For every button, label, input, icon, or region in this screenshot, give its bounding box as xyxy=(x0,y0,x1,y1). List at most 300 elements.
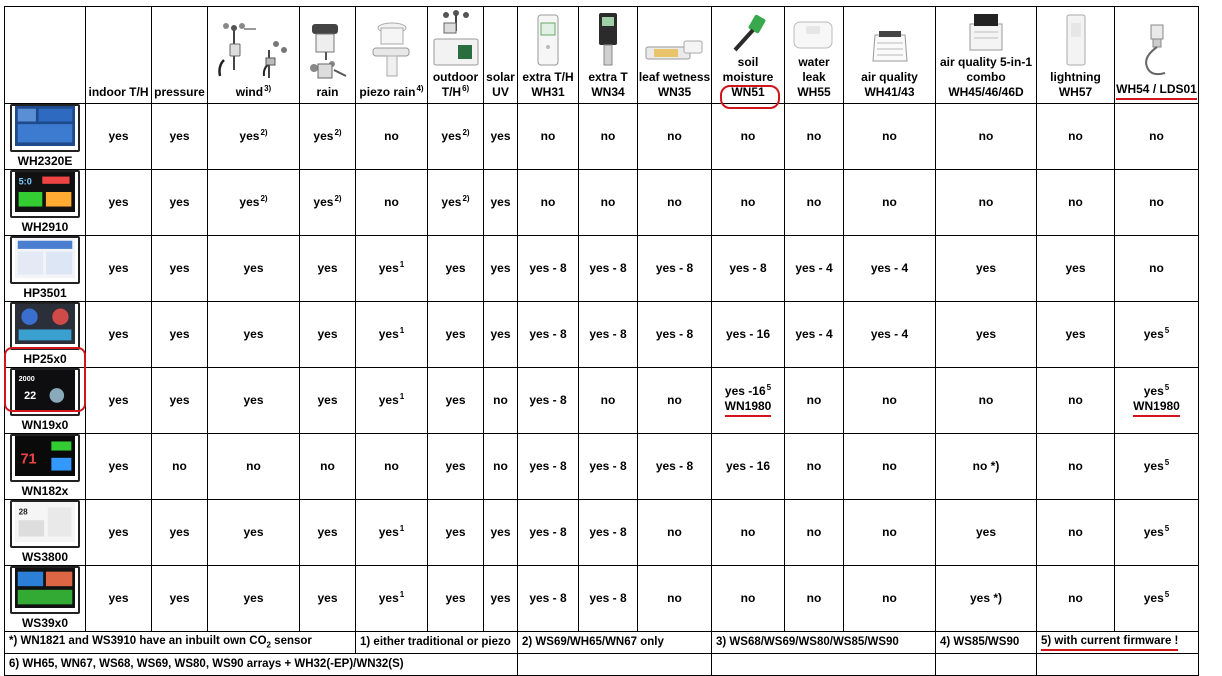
cell-value: yes xyxy=(108,459,129,473)
cell-value: yes xyxy=(239,195,260,209)
cell-value: no xyxy=(806,591,822,605)
cell-outdoor xyxy=(428,170,484,236)
cell-wh54 xyxy=(1115,236,1199,302)
cell-value: yes xyxy=(490,327,511,341)
cell-value: yes xyxy=(243,591,264,605)
cell-value: no xyxy=(667,525,682,539)
cell-wh54 xyxy=(1115,500,1199,566)
cell-solar xyxy=(484,104,518,170)
cell-value: yes xyxy=(1143,525,1164,539)
cell-wh55 xyxy=(785,368,844,434)
cell-value: no xyxy=(806,129,822,143)
cell-wind xyxy=(208,368,300,434)
cell-wn51 xyxy=(712,302,785,368)
cell-value: yes xyxy=(317,261,338,275)
col-header-wh31: extra T/H WH31 xyxy=(518,7,579,104)
table-row xyxy=(5,368,1199,434)
cell-value: no xyxy=(806,393,822,407)
cell-value: yes xyxy=(378,327,399,341)
svg-text:71: 71 xyxy=(20,451,37,468)
cell-value: yes xyxy=(445,591,466,605)
soil-note: WN1980 xyxy=(725,399,772,417)
cell-wh41 xyxy=(844,434,936,500)
cell-footnote: 1 xyxy=(399,524,405,533)
cell-value: no xyxy=(667,129,682,143)
cell-value: yes xyxy=(445,525,466,539)
cell-value: no xyxy=(540,195,556,209)
col-header-wn34: extra T WN34 xyxy=(579,7,638,104)
cell-wh57 xyxy=(1037,500,1115,566)
cell-value: no xyxy=(1068,591,1083,605)
cell-value: yes - 8 xyxy=(529,459,567,473)
cell-wh31 xyxy=(518,500,579,566)
cell-value: no xyxy=(667,195,682,209)
cell-footnote: 1 xyxy=(399,260,405,269)
cell-value: yes xyxy=(378,393,399,407)
cell-indoor xyxy=(86,434,152,500)
cell-value: no xyxy=(1149,195,1164,209)
cell-piezo xyxy=(356,566,428,632)
cell-value: yes xyxy=(243,261,264,275)
cell-value: yes xyxy=(313,129,334,143)
cell-footnote: 5 xyxy=(1164,326,1170,335)
cell-value: no xyxy=(493,459,508,473)
table-row xyxy=(5,500,1199,566)
cell-rain xyxy=(300,104,356,170)
cell-indoor xyxy=(86,368,152,434)
cell-value: yes xyxy=(169,591,190,605)
cell-pressure xyxy=(152,170,208,236)
cell-indoor xyxy=(86,104,152,170)
cell-value: no xyxy=(246,459,261,473)
cell-value: no xyxy=(600,129,616,143)
cell-piezo xyxy=(356,170,428,236)
cell-value: yes xyxy=(490,195,511,209)
cell-value: yes xyxy=(108,393,129,407)
device xyxy=(5,236,85,301)
col-header-wh55: water leak WH55 xyxy=(785,7,844,104)
cell-wh57 xyxy=(1037,170,1115,236)
device-image xyxy=(10,170,80,218)
soil-probe-icon xyxy=(727,12,769,52)
cell-value: no xyxy=(600,195,616,209)
cell-pressure xyxy=(152,236,208,302)
footnote-6: 6) WH65, WN67, WS68, WS69, WS80, WS90 arrays + WH32(-EP)/WN32(S) xyxy=(5,654,518,676)
svg-text:2000: 2000 xyxy=(18,373,35,383)
col-header-pressure: pressure xyxy=(152,7,208,104)
cell-value: yes xyxy=(975,261,997,275)
cell-value: yes xyxy=(169,525,190,539)
cell-footnote: 1 xyxy=(399,326,405,335)
cell-pressure xyxy=(152,302,208,368)
col-header-wh54 xyxy=(1115,7,1199,104)
cell-value: yes xyxy=(490,591,511,605)
cell-wh31 xyxy=(518,302,579,368)
cell-value: yes xyxy=(108,195,129,209)
cell-wn34 xyxy=(579,566,638,632)
cell-wh54 xyxy=(1115,170,1199,236)
cell-value: yes - 8 xyxy=(655,261,694,275)
wh54-header-underline: WH54 / LDS01 xyxy=(1116,82,1197,100)
cell-value: no xyxy=(740,129,756,143)
cell-wh54 xyxy=(1115,434,1199,500)
cell-value: yes xyxy=(1143,591,1164,605)
cell-value: yes - 16 xyxy=(725,459,771,473)
cell-solar xyxy=(484,236,518,302)
cell-value: no xyxy=(1068,393,1083,407)
leak-sensor-icon xyxy=(790,16,838,52)
cell-value: no xyxy=(384,129,399,143)
anemometer-icon xyxy=(214,20,294,82)
cell-wn51 xyxy=(712,104,785,170)
cell-solar xyxy=(484,434,518,500)
cell-value: yes xyxy=(378,261,399,275)
col-header-wh45: air quality 5-in-1 combo WH45/46/46D xyxy=(936,7,1037,104)
cell-value: yes xyxy=(490,129,511,143)
device xyxy=(5,500,85,565)
cell-value: yes xyxy=(169,129,190,143)
cell-value: yes xyxy=(445,393,466,407)
table-row xyxy=(5,236,1199,302)
cell-wind xyxy=(208,104,300,170)
col-header-solar: solar UV xyxy=(484,7,518,104)
cell-solar xyxy=(484,302,518,368)
cell-value: no xyxy=(740,591,756,605)
cell-wn34 xyxy=(579,500,638,566)
col-header-wn51: soil moisture WN51 xyxy=(712,7,785,104)
cell-pressure xyxy=(152,368,208,434)
cell-wh54 xyxy=(1115,104,1199,170)
cell-value: no *) xyxy=(972,459,1000,473)
cell-wn51 xyxy=(712,236,785,302)
cell-wn35 xyxy=(638,302,712,368)
device-cell xyxy=(5,104,86,170)
rain-gauge-icon xyxy=(302,20,354,82)
cell-value: no xyxy=(540,129,556,143)
cell-piezo xyxy=(356,500,428,566)
device-image xyxy=(10,500,80,548)
device-cell xyxy=(5,434,86,500)
cell-wn35 xyxy=(638,104,712,170)
cell-value: no xyxy=(882,129,897,143)
device-image xyxy=(10,236,80,284)
cell-pressure xyxy=(152,500,208,566)
cell-value: yes - 4 xyxy=(870,327,909,341)
cell-value: yes xyxy=(169,261,190,275)
cell-wh45 xyxy=(936,302,1037,368)
cell-outdoor xyxy=(428,236,484,302)
col-header-indoor: indoor T/H xyxy=(86,7,152,104)
cell-wn35 xyxy=(638,434,712,500)
cell-value: no xyxy=(806,195,822,209)
cell-value: no xyxy=(978,393,994,407)
cell-footnote: 2) xyxy=(334,128,342,137)
cell-footnote: 1 xyxy=(399,392,405,401)
cell-value: yes xyxy=(1143,384,1164,398)
cell-value: yes xyxy=(490,261,511,275)
cell-value: no xyxy=(978,195,994,209)
cell-value: no xyxy=(172,459,187,473)
outdoor-array-icon xyxy=(432,9,480,67)
cell-value: no xyxy=(882,393,897,407)
cell-value: yes xyxy=(1065,261,1086,275)
cell-wh57 xyxy=(1037,368,1115,434)
cell-piezo xyxy=(356,368,428,434)
header-row xyxy=(5,7,1199,104)
cell-wh31 xyxy=(518,566,579,632)
device-cell xyxy=(5,236,86,302)
device-image xyxy=(10,302,80,350)
cell-outdoor xyxy=(428,566,484,632)
cell-solar xyxy=(484,368,518,434)
cell-indoor xyxy=(86,566,152,632)
cell-value: no xyxy=(1149,129,1164,143)
cell-outdoor xyxy=(428,500,484,566)
device xyxy=(5,566,85,631)
cell-wh41 xyxy=(844,566,936,632)
level-sensor-icon xyxy=(1137,23,1177,79)
lightning-sensor-icon xyxy=(1064,13,1088,67)
device xyxy=(5,104,85,169)
cell-wh55 xyxy=(785,302,844,368)
cell-footnote: 2) xyxy=(462,194,470,203)
device-name: WN19x0 xyxy=(21,418,69,432)
table-row xyxy=(5,170,1199,236)
cell-footnote: 2) xyxy=(260,128,268,137)
device-name: WH2320E xyxy=(17,154,73,168)
cell-value: yes - 8 xyxy=(529,393,567,407)
cell-wh57 xyxy=(1037,566,1115,632)
cell-value: yes - 8 xyxy=(589,327,627,341)
cell-wh57 xyxy=(1037,236,1115,302)
cell-value: no xyxy=(740,195,756,209)
footnote-5: 5) with current firmware ! xyxy=(1037,632,1199,654)
cell-piezo xyxy=(356,434,428,500)
device-name: HP25x0 xyxy=(23,352,67,366)
svg-text:28: 28 xyxy=(18,507,28,517)
cell-value: yes xyxy=(243,525,264,539)
cell-rain xyxy=(300,566,356,632)
cell-value: yes xyxy=(169,393,190,407)
cell-footnote: 5 xyxy=(1164,590,1170,599)
cell-piezo xyxy=(356,236,428,302)
cell-value: yes xyxy=(243,327,264,341)
svg-text:5:0: 5:0 xyxy=(18,176,32,187)
leaf-sensor-icon xyxy=(644,37,706,67)
col-header-wind: wind$^{3)}$ xyxy=(208,7,300,104)
cell-wh41 xyxy=(844,104,936,170)
cell-value: yes xyxy=(239,129,260,143)
cell-value: yes xyxy=(1065,327,1086,341)
cell-value: yes -16 xyxy=(724,384,766,398)
cell-value: yes xyxy=(975,525,997,539)
cell-footnote: 2) xyxy=(260,194,268,203)
cell-wind xyxy=(208,302,300,368)
cell-value: yes - 4 xyxy=(795,261,833,275)
combo-sensor-icon xyxy=(966,12,1006,52)
cell-footnote: 1 xyxy=(399,590,405,599)
cell-value: yes - 8 xyxy=(589,261,627,275)
cell-wh31 xyxy=(518,434,579,500)
cell-wn51 xyxy=(712,368,785,434)
cell-wn51 xyxy=(712,566,785,632)
cell-value: yes xyxy=(1143,459,1164,473)
cell-value: no xyxy=(806,459,822,473)
device-name: WH2910 xyxy=(21,220,69,234)
table-row xyxy=(5,434,1199,500)
cell-wn34 xyxy=(579,368,638,434)
cell-wh41 xyxy=(844,368,936,434)
cell-value: yes - 8 xyxy=(529,261,567,275)
cell-rain xyxy=(300,302,356,368)
cell-wh55 xyxy=(785,500,844,566)
cell-wh55 xyxy=(785,566,844,632)
cell-value: yes - 4 xyxy=(795,327,833,341)
cell-value: yes xyxy=(108,591,129,605)
cell-wn35 xyxy=(638,368,712,434)
cell-wh45 xyxy=(936,170,1037,236)
cell-footnote: 2) xyxy=(334,194,342,203)
air-quality-sensor-icon xyxy=(869,27,911,67)
device xyxy=(5,434,85,499)
cell-value: yes xyxy=(1143,327,1164,341)
cell-pressure xyxy=(152,104,208,170)
col-header-wh57: lightning WH57 xyxy=(1037,7,1115,104)
device xyxy=(5,170,85,235)
cell-value: yes xyxy=(108,261,129,275)
cell-value: no xyxy=(882,459,897,473)
cell-solar xyxy=(484,566,518,632)
cell-wind xyxy=(208,566,300,632)
cell-wh45 xyxy=(936,566,1037,632)
cell-wn34 xyxy=(579,170,638,236)
cell-wh31 xyxy=(518,236,579,302)
cell-value: yes - 8 xyxy=(655,459,694,473)
table-row xyxy=(5,104,1199,170)
thermo-hygro-sensor-icon xyxy=(535,13,561,67)
cell-value: no xyxy=(384,459,399,473)
cell-value: yes xyxy=(108,129,129,143)
cell-wn34 xyxy=(579,104,638,170)
cell-solar xyxy=(484,170,518,236)
cell-piezo xyxy=(356,302,428,368)
cell-wh41 xyxy=(844,302,936,368)
svg-text:22: 22 xyxy=(24,390,37,403)
cell-footnote: 5 xyxy=(1164,524,1170,533)
footnote-1: 1) either traditional or piezo xyxy=(356,632,518,654)
device-image xyxy=(10,104,80,152)
cell-value: yes xyxy=(317,327,338,341)
cell-rain xyxy=(300,500,356,566)
cell-wn35 xyxy=(638,170,712,236)
table-row xyxy=(5,302,1199,368)
cell-value: yes xyxy=(317,525,338,539)
cell-wh55 xyxy=(785,170,844,236)
cell-wh45 xyxy=(936,104,1037,170)
cell-value: yes xyxy=(975,327,997,341)
cell-value: yes - 16 xyxy=(725,327,771,341)
device-image xyxy=(10,434,80,482)
cell-wh31 xyxy=(518,170,579,236)
cell-value: no xyxy=(978,129,994,143)
cell-value: no xyxy=(1068,195,1083,209)
col-header-rain: rain xyxy=(300,7,356,104)
cell-wh57 xyxy=(1037,302,1115,368)
footnote-4: 4) WS85/WS90 xyxy=(936,632,1037,654)
cell-wh41 xyxy=(844,236,936,302)
cell-value: yes xyxy=(317,393,338,407)
cell-indoor xyxy=(86,302,152,368)
cell-wh57 xyxy=(1037,434,1115,500)
cell-wh54 xyxy=(1115,566,1199,632)
cell-wn34 xyxy=(579,236,638,302)
device-name: WS3800 xyxy=(21,550,69,564)
cell-wind xyxy=(208,236,300,302)
table-row xyxy=(5,566,1199,632)
wn19x0-highlight-box xyxy=(4,347,86,412)
cell-value: yes - 8 xyxy=(589,525,627,539)
device-image xyxy=(10,566,80,614)
cell-pressure xyxy=(152,566,208,632)
cell-value: yes *) xyxy=(969,591,1003,605)
cell-outdoor xyxy=(428,104,484,170)
footnote-2: 2) WS69/WH65/WN67 only xyxy=(518,632,712,654)
corner-cell xyxy=(5,7,86,104)
device-name: HP3501 xyxy=(23,286,67,300)
cell-value: no xyxy=(1149,261,1164,275)
cell-wh54 xyxy=(1115,302,1199,368)
wh54-note: WN1980 xyxy=(1133,399,1180,417)
cell-wn51 xyxy=(712,434,785,500)
cell-wh45 xyxy=(936,236,1037,302)
footnote-co2: *) WN1821 and WS3910 have an inbuilt own $CO_2$ sensor xyxy=(5,632,356,654)
cell-indoor xyxy=(86,500,152,566)
cell-footnote: 5 xyxy=(766,383,772,392)
col-header-piezo: piezo rain$^{4)}$ xyxy=(356,7,428,104)
cell-value: yes - 8 xyxy=(529,327,567,341)
compatibility-table xyxy=(4,6,1199,676)
piezo-sensor-icon xyxy=(369,20,415,82)
cell-indoor xyxy=(86,236,152,302)
cell-value: yes - 4 xyxy=(870,261,909,275)
device-name: WN182x xyxy=(21,484,69,498)
cell-wh54 xyxy=(1115,368,1199,434)
cell-value: yes xyxy=(378,591,399,605)
cell-value: no xyxy=(806,525,822,539)
col-header-outdoor: outdoor $T/H^{6)}$ xyxy=(428,7,484,104)
cell-wn34 xyxy=(579,302,638,368)
cell-value: no xyxy=(882,591,897,605)
cell-value: no xyxy=(600,393,616,407)
cell-value: yes - 8 xyxy=(729,261,767,275)
cell-rain xyxy=(300,434,356,500)
cell-value: yes xyxy=(441,195,462,209)
cell-value: yes - 8 xyxy=(655,327,694,341)
cell-wh31 xyxy=(518,104,579,170)
cell-value: yes - 8 xyxy=(589,591,627,605)
cell-wn51 xyxy=(712,170,785,236)
cell-wn35 xyxy=(638,236,712,302)
cell-rain xyxy=(300,236,356,302)
cell-value: yes xyxy=(108,327,129,341)
cell-value: yes xyxy=(441,129,462,143)
cell-footnote: 2) xyxy=(462,128,470,137)
cell-value: yes xyxy=(108,525,129,539)
cell-footnote: 5 xyxy=(1164,458,1170,467)
col-header-wn35: leaf wetness WN35 xyxy=(638,7,712,104)
temperature-probe-icon xyxy=(595,11,621,67)
cell-wh57 xyxy=(1037,104,1115,170)
